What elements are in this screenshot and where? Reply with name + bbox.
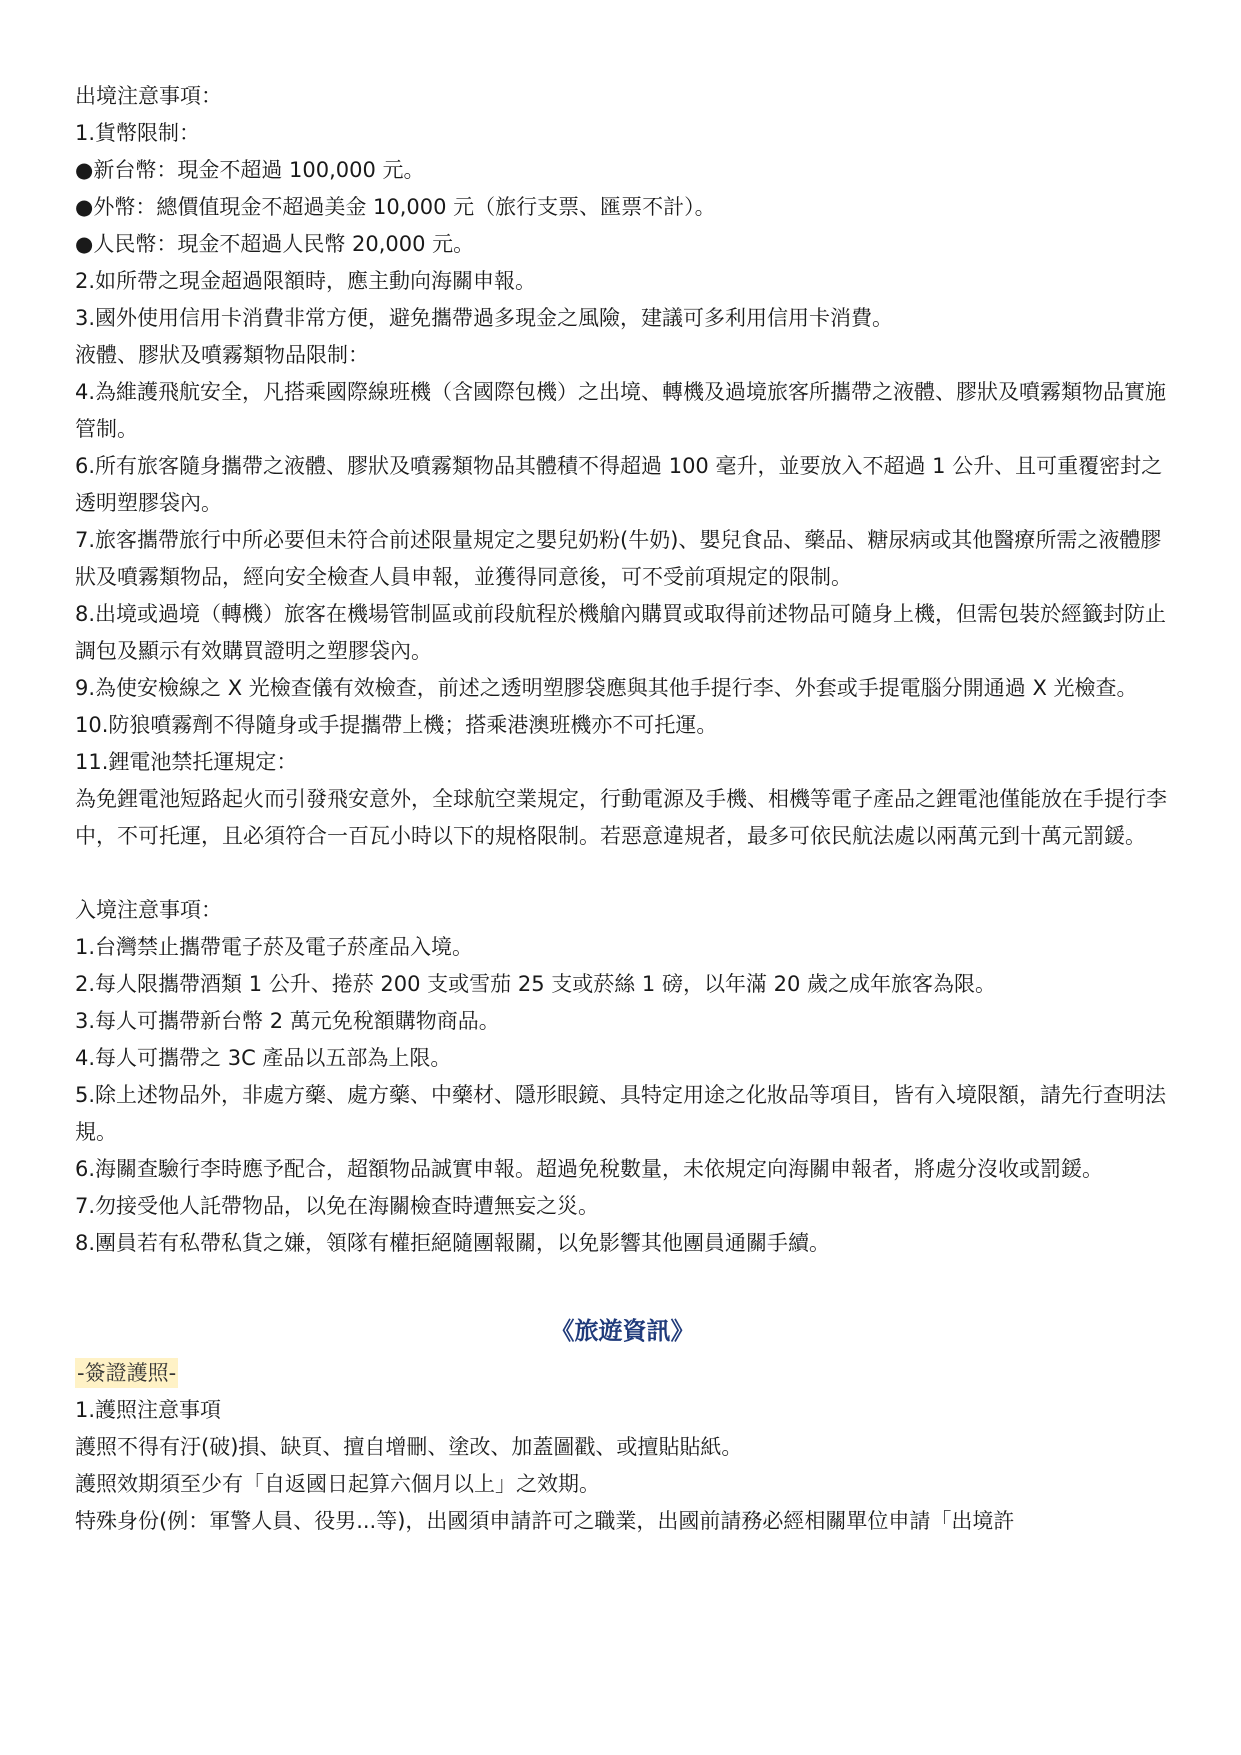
departure-line: 4.為維護飛航安全，凡搭乘國際線班機（含國際包機）之出境、轉機及過境旅客所攜帶之液體、膠狀及噴霧類物品實施管制。 [75, 380, 1167, 441]
arrival-line: 6.海關查驗行李時應予配合，超額物品誠實申報。超過免稅數量，未依規定向海關申報者，將處分沒收或罰鍰。 [75, 1157, 1104, 1181]
arrival-title: 入境注意事項： [75, 898, 222, 922]
travel-info-heading: 《旅遊資訊》 [550, 1317, 695, 1345]
departure-line: 液體、膠狀及噴霧類物品限制： [75, 343, 369, 367]
visa-passport-tag-row [75, 1355, 1170, 1392]
departure-line: 9.為使安檢線之 X 光檢查儀有效檢查，前述之透明塑膠袋應與其他手提行李、外套或手提電腦分開通過 X 光檢查。 [75, 676, 1138, 700]
arrival-line: 8.團員若有私帶私貨之嫌，領隊有權拒絕隨團報關，以免影響其他團員通關手續。 [75, 1231, 831, 1255]
departure-title: 出境注意事項： [75, 84, 222, 108]
travel-info-line: 特殊身份(例：軍警人員、役男...等)，出國須申請許可之職業，出國前請務必經相關單位申請「出境許 [75, 1509, 1015, 1533]
departure-line: 1.貨幣限制： [75, 121, 201, 145]
departure-line: 7.旅客攜帶旅行中所必要但未符合前述限量規定之嬰兒奶粉(牛奶)、嬰兒食品、藥品、糖尿病或其他醫療所需之液體膠狀及噴霧類物品，經向安全檢查人員申報，並獲得同意後，可不受前項規定的限制。 [75, 528, 1162, 589]
visa-passport-tag: -簽證護照- [75, 1358, 178, 1388]
arrival-line: 4.每人可攜帶之 3C 產品以五部為上限。 [75, 1046, 452, 1070]
departure-line: 8.出境或過境（轉機）旅客在機場管制區或前段航程於機艙內購買或取得前述物品可隨身上機，但需包裝於經籤封防止調包及顯示有效購買證明之塑膠袋內。 [75, 602, 1167, 663]
travel-info-line: 護照效期須至少有「自返國日起算六個月以上」之效期。 [75, 1472, 600, 1496]
departure-line: 6.所有旅客隨身攜帶之液體、膠狀及噴霧類物品其體積不得超過 100 毫升，並要放入不超過 1 公升、且可重覆密封之透明塑膠袋內。 [75, 454, 1163, 515]
document-page [75, 78, 1170, 1540]
departure-line: ●外幣：總價值現金不超過美金 10,000 元（旅行支票、匯票不計）。 [75, 195, 716, 219]
travel-info-line: 1.護照注意事項 [75, 1398, 222, 1422]
departure-line: 3.國外使用信用卡消費非常方便，避免攜帶過多現金之風險，建議可多利用信用卡消費。 [75, 306, 894, 330]
departure-line: 為免鋰電池短路起火而引發飛安意外，全球航空業規定，行動電源及手機、相機等電子產品之鋰電池僅能放在手提行李中，不可托運，且必須符合一百瓦小時以下的規格限制。若惡意違規者，最多可依民航法處以兩萬元到十萬元罰鍰。 [75, 787, 1167, 848]
arrival-line: 3.每人可攜帶新台幣 2 萬元免稅額購物商品。 [75, 1009, 500, 1033]
arrival-line: 7.勿接受他人託帶物品，以免在海關檢查時遭無妄之災。 [75, 1194, 600, 1218]
departure-line: 10.防狼噴霧劑不得隨身或手提攜帶上機；搭乘港澳班機亦不可托運。 [75, 713, 718, 737]
departure-line: 2.如所帶之現金超過限額時，應主動向海關申報。 [75, 269, 537, 293]
departure-line: ●新台幣：現金不超過 100,000 元。 [75, 158, 425, 182]
arrival-line: 5.除上述物品外，非處方藥、處方藥、中藥材、隱形眼鏡、具特定用途之化妝品等項目，皆有入境限額，請先行查明法規。 [75, 1083, 1167, 1144]
departure-line: ●人民幣：現金不超過人民幣 20,000 元。 [75, 232, 475, 256]
section-spacer [75, 855, 1170, 892]
section-spacer [75, 1262, 1170, 1299]
arrival-line: 2.每人限攜帶酒類 1 公升、捲菸 200 支或雪茄 25 支或菸絲 1 磅，以年滿 20 歲之成年旅客為限。 [75, 972, 997, 996]
travel-info-line: 護照不得有汙(破)損、缺頁、擅自增刪、塗改、加蓋圖戳、或擅貼貼紙。 [75, 1435, 743, 1459]
departure-line: 11.鋰電池禁托運規定： [75, 750, 298, 774]
arrival-line: 1.台灣禁止攜帶電子菸及電子菸產品入境。 [75, 935, 474, 959]
